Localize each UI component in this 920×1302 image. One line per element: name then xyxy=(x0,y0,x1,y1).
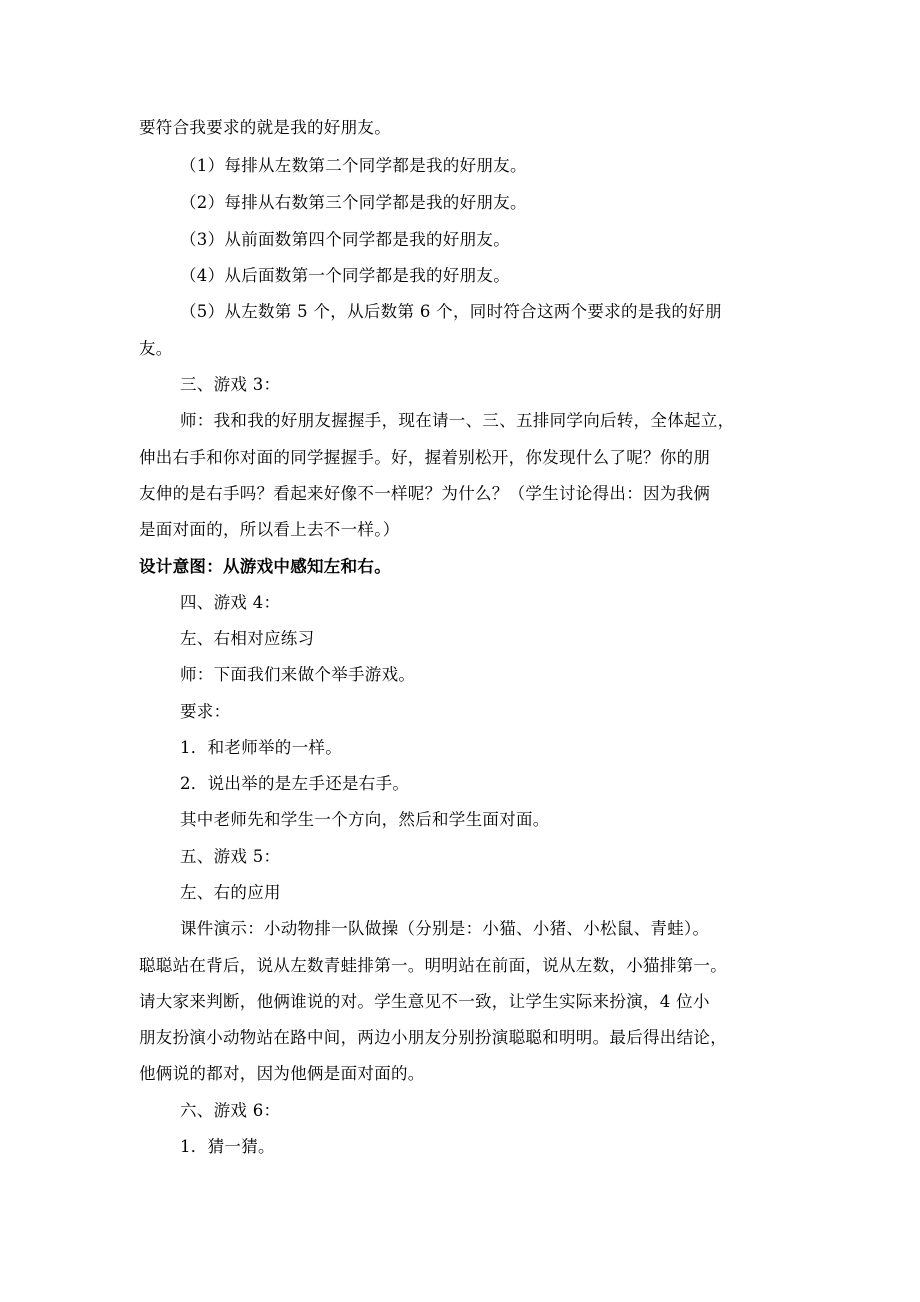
paragraph-line: 请大家来判断，他俩谁说的对。学生意见不一致，让学生实际来扮演，4 位小 xyxy=(139,992,710,1011)
paragraph-line: 伸出右手和你对面的同学握握手。好，握着别松开，你发现什么了呢？你的朋 xyxy=(139,448,711,467)
section-heading-6: 六、游戏 6： xyxy=(180,1101,281,1120)
paragraph-line: 聪聪站在背后，说从左数青蛙排第一。明明站在前面，说从左数，小猫排第一。 xyxy=(139,956,727,975)
paragraph-line: 友伸的是右手吗？看起来好像不一样呢？为什么？（学生讨论得出：因为我俩 xyxy=(139,484,711,503)
paragraph-line: 要符合我要求的就是我的好朋友。 xyxy=(139,118,391,137)
paragraph-line: 是面对面的，所以看上去不一样。） xyxy=(139,520,400,539)
section-heading-5: 五、游戏 5： xyxy=(180,847,281,866)
section-heading-4: 四、游戏 4： xyxy=(180,593,281,612)
paragraph-line: 左、右相对应练习 xyxy=(180,629,315,648)
list-item-4: （4）从后面数第一个同学都是我的好朋友。 xyxy=(180,266,510,285)
paragraph-line: 要求： xyxy=(180,702,231,721)
list-item-1: （1）每排从左数第二个同学都是我的好朋友。 xyxy=(180,156,527,175)
paragraph-line: 师：我和我的好朋友握握手，现在请一、三、五排同学向后转，全体起立， xyxy=(180,411,735,430)
paragraph-line: 友。 xyxy=(139,339,173,358)
paragraph-line: 课件演示：小动物排一队做操（分别是：小猫、小猪、小松鼠、青蛙）。 xyxy=(180,919,710,938)
list-item: 2．说出举的是左手还是右手。 xyxy=(180,774,410,793)
paragraph-line: 师：下面我们来做个举手游戏。 xyxy=(180,665,416,684)
list-item-3: （3）从前面数第四个同学都是我的好朋友。 xyxy=(180,230,510,249)
list-item: 1．和老师举的一样。 xyxy=(180,738,342,757)
paragraph-line: 他俩说的都对，因为他俩是面对面的。 xyxy=(139,1064,425,1083)
list-item-2: （2）每排从右数第三个同学都是我的好朋友。 xyxy=(180,193,527,212)
list-item-5: （5）从左数第 5 个，从后数第 6 个，同时符合这两个要求的是我的好朋 xyxy=(180,302,722,321)
list-item: 1．猜一猜。 xyxy=(180,1137,275,1156)
paragraph-line: 左、右的应用 xyxy=(180,883,281,902)
paragraph-line: 其中老师先和学生一个方向，然后和学生面对面。 xyxy=(180,810,550,829)
design-intent: 设计意图：从游戏中感知左和右。 xyxy=(139,557,391,576)
paragraph-line: 朋友扮演小动物站在路中间，两边小朋友分别扮演聪聪和明明。最后得出结论， xyxy=(139,1028,727,1047)
section-heading-3: 三、游戏 3： xyxy=(180,375,281,394)
